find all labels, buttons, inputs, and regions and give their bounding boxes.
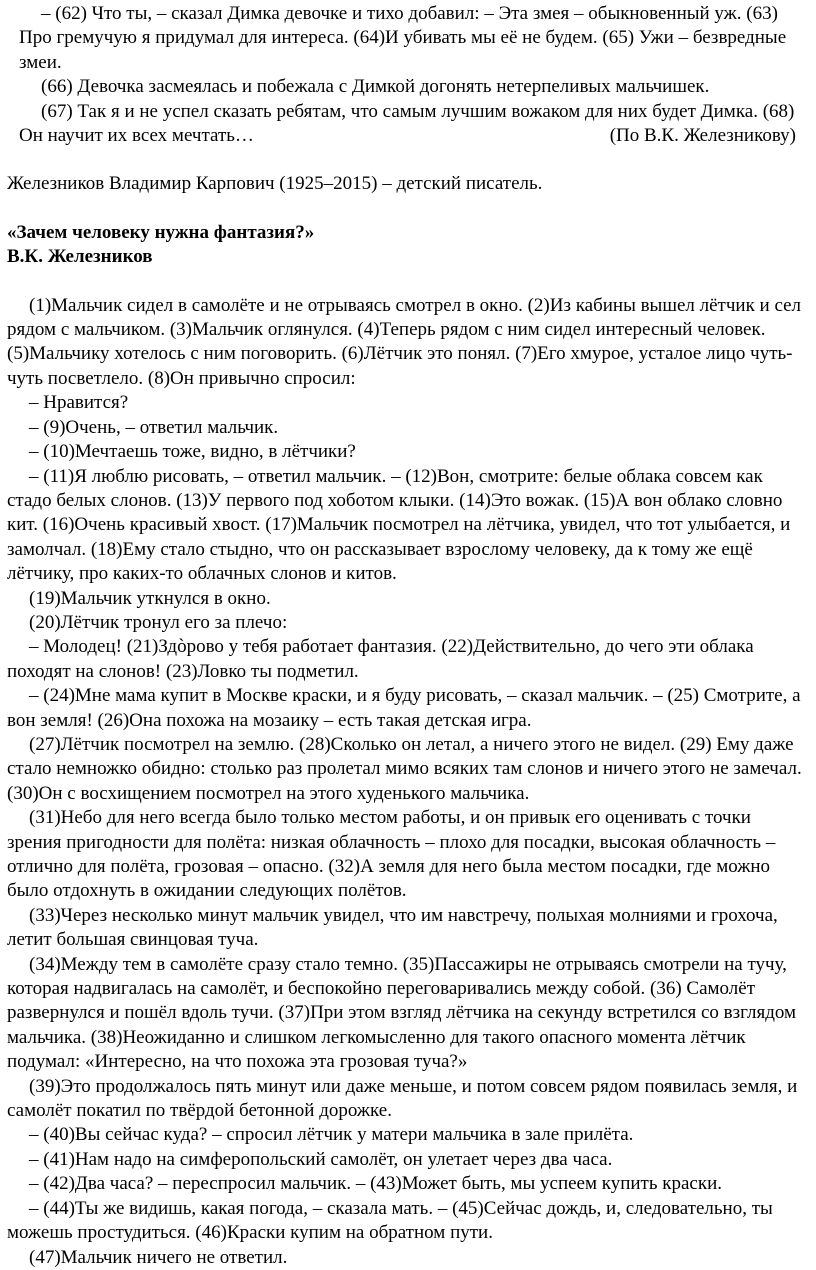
previous-text-ending <box>7 0 804 148</box>
paragraph-66: (66) Девочка засмеялась и побежала с Димкой догонять нетерпеливых мальчишек. <box>41 76 710 98</box>
paragraph: (20)Лётчик тронул его за плечо: <box>29 611 288 633</box>
paragraph-62: – (62) Что ты, – сказал Димка девочке и тихо добавил: – Эта змея – обыкновенный уж. (63) Про гремучую я придумал для интереса. (64)И убивать мы её не будем. (65) Ужи – безвредные змеи. <box>19 3 787 73</box>
text-title: «Зачем человеку нужна фантазия?» <box>7 221 315 243</box>
paragraph-67 <box>19 100 804 149</box>
paragraph: – (11)Я люблю рисовать, – ответил мальчик. – (12)Вон, смотрите: белые облака совсем как стадо белых слонов. (13)У первого под хоботом клыки. (14)Это вожак. (15)А вон облако словно кит. (16)Очень красивый хвост. (17)Мальчик посмотрел на лётчика, увидел, что тот улыбается, и замолчал. (18)Ему стало стыдно, что он рассказывает взрослому человеку, да к тому же ещё лётчику, про каких-то облачных слонов и китов. <box>7 465 791 585</box>
paragraph: – (41)Нам надо на симферопольский самолёт, он улетает через два часа. <box>29 1148 613 1170</box>
paragraph: – (10)Мечтаешь тоже, видно, в лётчики? <box>29 441 356 463</box>
paragraph: (19)Мальчик уткнулся в окно. <box>29 587 271 609</box>
paragraph: – (42)Два часа? – переспросил мальчик. – (43)Может быть, мы успеем купить краски. <box>29 1173 723 1195</box>
paragraph: – (24)Мне мама купит в Москве краски, и я буду рисовать, – сказал мальчик. – (25) Смотрите, а вон земля! (26)Она похожа на мозаику – есть такая детская игра. <box>7 685 801 731</box>
text-body <box>7 294 804 1270</box>
paragraph: (39)Это продолжалось пять минут или даже меньше, и потом совсем рядом появилась земля, и самолёт покатил по твёрдой бетонной дорожке. <box>7 1075 798 1122</box>
author-note: Железников Владимир Карпович (1925–2015) – детский писатель. <box>7 173 543 195</box>
paragraph: (31)Небо для него всегда было только местом работы, и он привык его оценивать с точки зрения пригодности для полёта: низкая облачность – плохо для посадки, высокая облачность – отлично для полёта, грозовая – опасно. (32)А земля для него была местом посадки, где можно было отдохнуть в ожидании следующих полётов. <box>7 807 776 902</box>
paragraph-67-text: (67) Так я и не успел сказать ребятам, что самым лучшим вожаком для них будет Димка. (68) Он научит их всех мечтать… <box>19 100 795 147</box>
paragraph: – (9)Очень, – ответил мальчик. <box>29 416 279 438</box>
text-author: В.К. Железников <box>7 246 153 268</box>
paragraph: – Нравится? <box>29 392 129 414</box>
paragraph: (34)Между тем в самолёте сразу стало темно. (35)Пассажиры не отрываясь смотрели на тучу, которая надвигалась на самолёт, и беспокойно переговаривались между собой. (36) Самолёт развернулся и пошёл вдоль тучи. (37)При этом взгляд лётчика на секунду встретился со взглядом мальчика. (38)Неожиданно и слишком легкомысленно для такого опасного момента лётчик подумал: «Интересно, на что похожа эта грозовая туча?» <box>7 953 797 1073</box>
paragraph: (1)Мальчик сидел в самолёте и не отрываясь смотрел в окно. (2)Из кабины вышел лётчик и сел рядом с мальчиком. (3)Мальчик оглянулся. (4)Теперь рядом с ним сидел интересный человек. (5)Мальчику хотелось с ним поговорить. (6)Лётчик это понял. (7)Его хмурое, усталое лицо чуть-чуть посветлело. (8)Он привычно спросил: <box>7 294 802 389</box>
paragraph: (33)Через несколько минут мальчик увидел, что им навстречу, полыхая молниями и грохоча, летит большая свинцовая туча. <box>7 904 778 951</box>
source-signature: (По В.К. Железникову) <box>609 125 796 147</box>
paragraph: – Молодец! (21)Здòрово у тебя работает фантазия. (22)Действительно, до чего эти облака походят на слонов! (23)Ловко ты подметил. <box>7 636 754 682</box>
paragraph: – (44)Ты же видишь, какая погода, – сказала мать. – (45)Сейчас дождь, и, следовательно, ты можешь простудиться. (46)Краски купим на обратном пути. <box>7 1197 773 1244</box>
paragraph: – (40)Вы сейчас куда? – спросил лётчик у матери мальчика в зале прилёта. <box>29 1124 634 1146</box>
paragraph: (47)Мальчик ничего не ответил. <box>29 1246 288 1268</box>
paragraph: (27)Лётчик посмотрел на землю. (28)Сколько он летал, а ничего этого не видел. (29) Ему даже стало немножко обидно: столько раз пролетал мимо всяких там слонов и ничего этого не замечал. (30)Он с восхищением посмотрел на этого худенького мальчика. <box>7 733 802 804</box>
